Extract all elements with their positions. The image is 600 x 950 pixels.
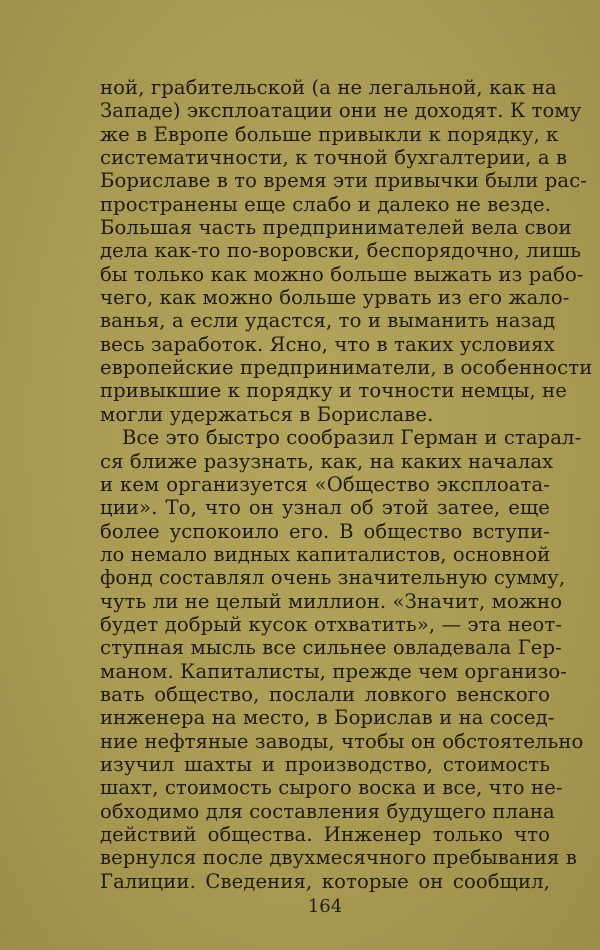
text-line: более успокоило его. В общество вступи- — [100, 519, 550, 543]
text-line: европейские предприниматели, в особенности — [100, 356, 593, 380]
paragraph-start-line: Все это быстро сообразил Герман и старал- — [122, 426, 582, 450]
text-line: дела как-то по-воровски, беспорядочно, лишь — [100, 239, 582, 263]
text-line: вать общество, послали ловкого венского — [100, 682, 550, 706]
text-line: фонд составлял очень значительную сумму, — [100, 566, 566, 590]
text-line: бы только как можно больше выжать из рабо- — [100, 262, 584, 286]
text-line: изучил шахты и производство, стоимость — [100, 752, 550, 776]
body-text — [100, 76, 593, 893]
text-line: будет добрый кусок отхватить», — эта неот- — [100, 612, 563, 636]
text-line: ние нефтяные заводы, чтобы он обстоятельно — [100, 729, 584, 753]
text-line: маном. Капиталисты, прежде чем организо- — [100, 659, 567, 683]
text-line: шахт, стоимость сырого воска и все, что не- — [100, 776, 563, 800]
text-line: действий общества. Инженер только что — [100, 823, 550, 846]
text-line: привыкшие к порядку и точности немцы, не — [100, 379, 567, 403]
text-line: весь заработок. Ясно, что в таких условиях — [100, 332, 555, 356]
text-line: Галиции. Сведения, которые он сообщил, — [100, 869, 550, 893]
text-line: ступная мысль все сильнее овладевала Гер- — [100, 636, 562, 660]
text-line: ся ближе разузнать, как, на каких началах — [100, 449, 554, 473]
text-line: ции». То, что он узнал об этой затее, еще — [100, 496, 550, 520]
text-line: чуть ли не целый миллион. «Значит, можно — [100, 589, 563, 613]
text-line: Большая часть предпринимателей вела свои — [100, 216, 572, 240]
text-line: инженера на место, в Борислав и на сосед- — [100, 706, 555, 730]
page-number: 164 — [307, 896, 343, 917]
text-line: обходимо для составления будущего плана — [100, 799, 555, 823]
paragraph-end-line: могли удержаться в Бориславе. — [100, 402, 434, 426]
text-line: и кем организуется «Общество эксплоата- — [100, 472, 550, 496]
text-line: ло немало видных капиталистов, основной — [100, 542, 551, 566]
text-line: чего, как можно больше урвать из его жало- — [100, 286, 570, 310]
text-line: же в Европе больше привыкли к порядку, к — [100, 122, 559, 146]
text-line: пространены еще слабо и далеко не везде. — [100, 192, 551, 216]
text-line: систематичности, к точной бухгалтерии, а в — [100, 146, 568, 170]
text-line: Западе) эксплоатации они не доходят. К тому — [100, 99, 582, 123]
text-line: ной, грабительской (а не легальной, как на — [100, 76, 557, 99]
text-line: ванья, а если удастся, то и выманить назад — [100, 309, 556, 333]
text-line: вернулся после двухмесячного пребывания в — [100, 846, 577, 870]
text-line: Бориславе в то время эти привычки были рас- — [100, 169, 587, 193]
